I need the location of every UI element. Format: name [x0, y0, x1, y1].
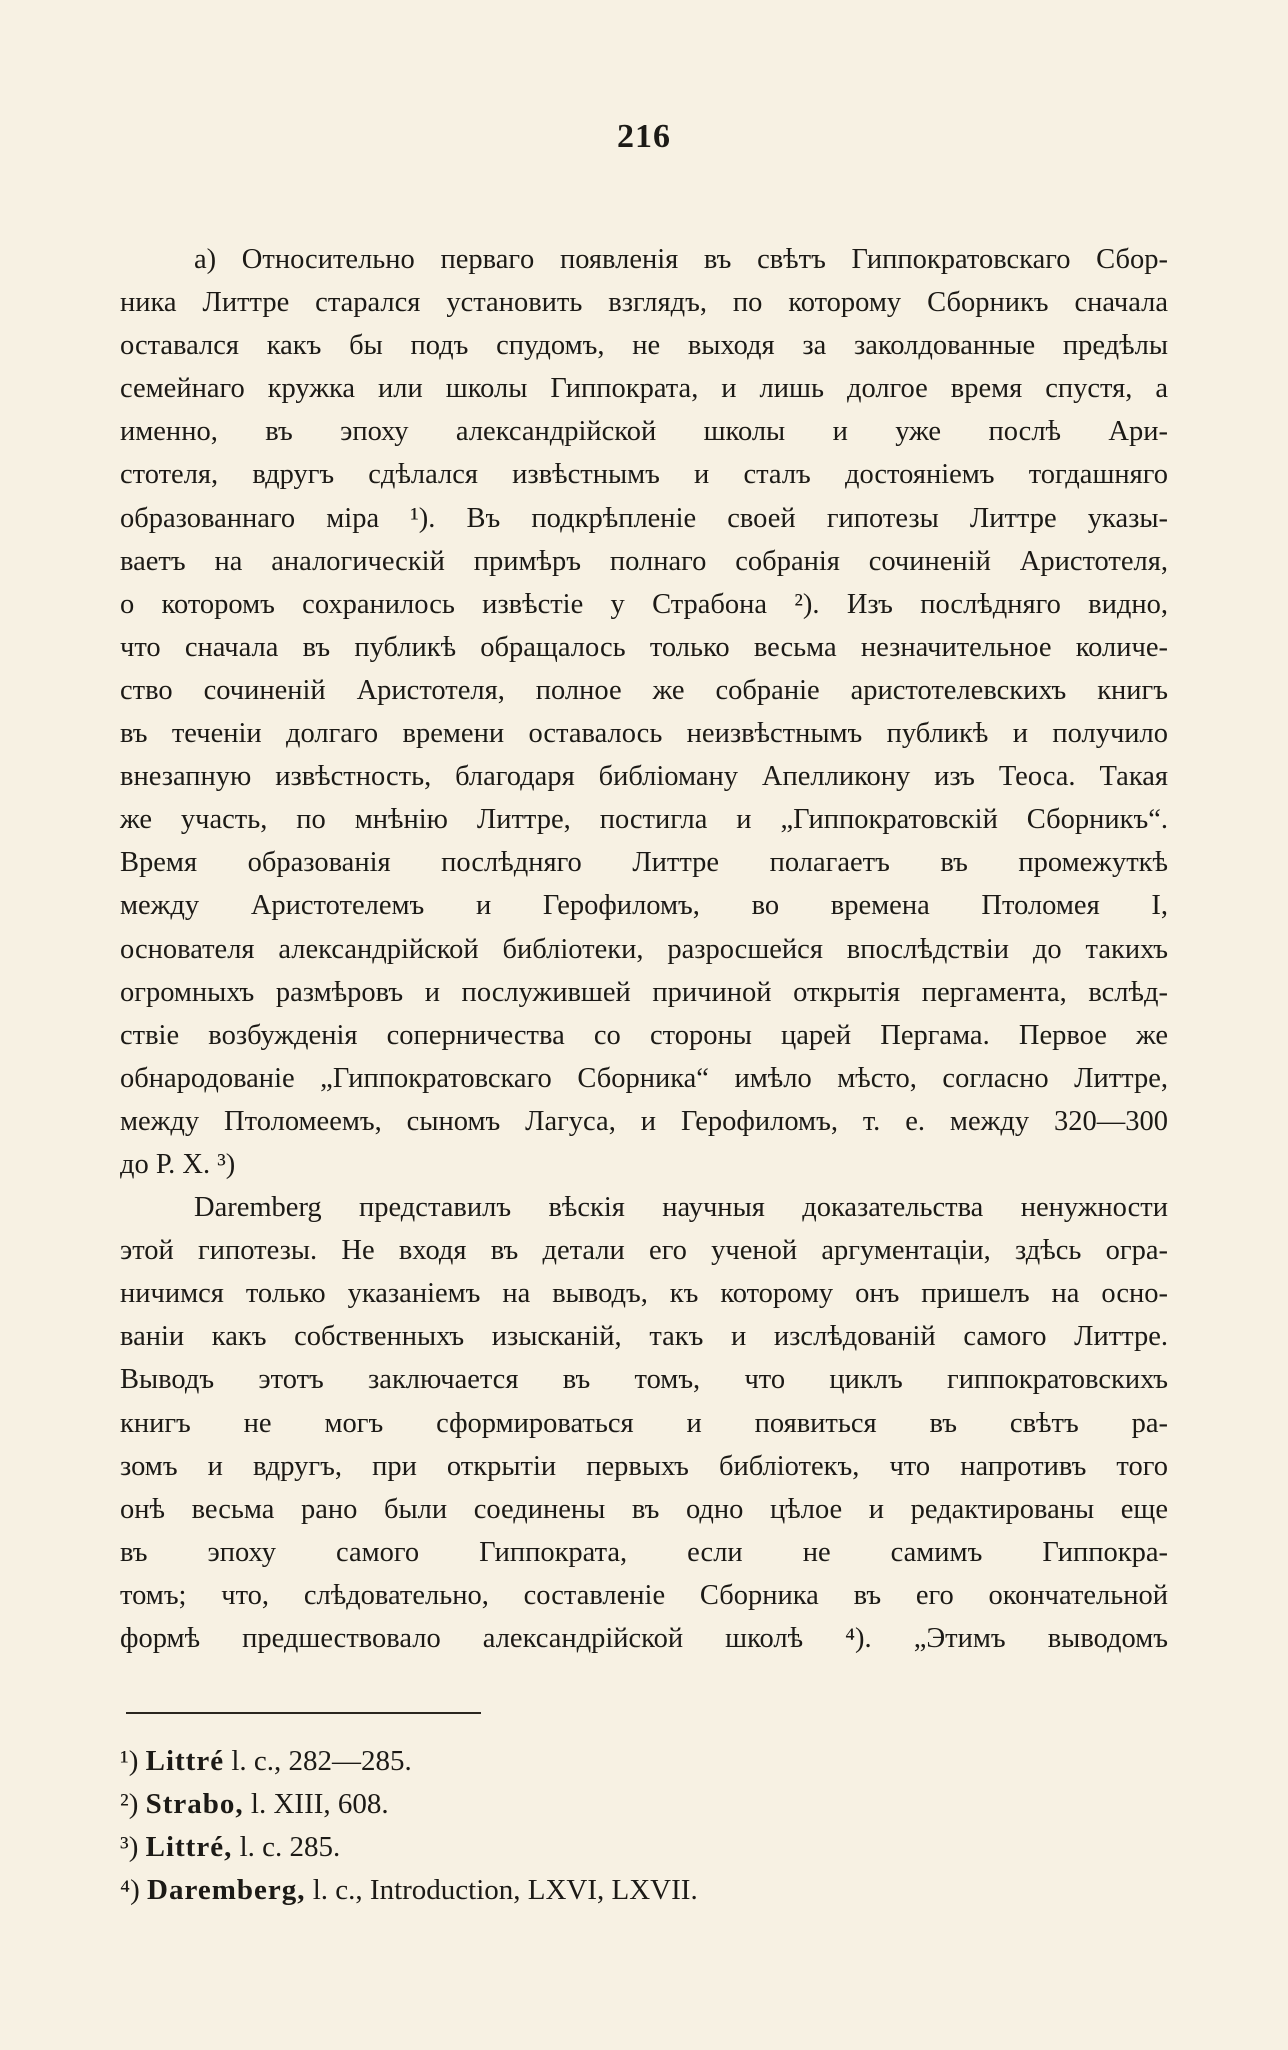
footnote-reference: l. c., Introduction, LXVI, LXVII.	[305, 1874, 698, 1906]
text-line: Daremberg представилъ вѣскія научныя доказательства ненужности	[194, 1192, 1168, 1224]
footnote-1	[120, 1740, 1020, 1783]
text-line: а) Относительно первагo появленія въ свѣтъ Гиппократовскаго Сбор-	[194, 244, 1168, 275]
text-line: до Р. Х. ³)	[120, 1148, 236, 1180]
text-line: же участь, по мнѣнію Литтре, постигла и „Гиппократовскій Сборникъ“.	[120, 804, 1168, 836]
text-line: ствіе возбужденія соперничества со стороны царей Пергама. Первое же	[120, 1019, 1168, 1051]
text-line: основателя александрійской библіотеки, разросшейся впослѣдствіи до такихъ	[120, 933, 1168, 965]
main-text	[120, 238, 1168, 1660]
text-line: образованнаго міра ¹). Въ подкрѣпленіе своей гипотезы Литтре указы-	[120, 502, 1168, 534]
text-line: между Птоломеемъ, сыномъ Лагуса, и Герофиломъ, т. е. между 320—300	[120, 1105, 1168, 1137]
footnote-mark: ⁴)	[120, 1874, 140, 1906]
footnote-mark: ²)	[120, 1788, 139, 1820]
text-line: обнародованіе „Гиппократовскаго Сборника“ имѣло мѣсто, согласно Литтре,	[120, 1062, 1168, 1094]
text-line: ника Литтре старался установить взглядъ, по которому Сборникъ сначала	[120, 287, 1168, 319]
text-line: стотеля, вдругъ сдѣлался извѣстнымъ и сталъ достояніемъ тогдашняго	[120, 459, 1168, 491]
text-line: томъ; что, слѣдовательно, составленіе Сборника въ его окончательной	[120, 1579, 1168, 1611]
page-number: 216	[617, 118, 671, 155]
text-line: о которомъ сохранилось извѣстіе у Страбона ²). Изъ послѣдняго видно,	[120, 588, 1168, 620]
text-line: зомъ и вдругъ, при открытіи первыхъ библіотекъ, что напротивъ того	[120, 1450, 1168, 1482]
footnote-author: Daremberg,	[147, 1874, 306, 1906]
footnote-reference: l. c. 285.	[232, 1831, 341, 1863]
footnote-mark: ³)	[120, 1831, 139, 1863]
text-line: внезапную извѣстность, благодаря библіоману Апелликону изъ Теоса. Такая	[120, 761, 1168, 793]
footnote-reference: l. c., 282—285.	[224, 1745, 412, 1777]
text-line: ваетъ на аналогическій примѣръ полнаго собранія сочиненій Аристотеля,	[120, 545, 1168, 577]
footnote-mark: ¹)	[120, 1745, 139, 1777]
footnotes	[120, 1740, 1020, 1912]
text-line: Время образованія послѣдняго Литтре полагаетъ въ промежуткѣ	[120, 847, 1168, 879]
footnote-author: Littré	[145, 1745, 225, 1777]
text-line: огромныхъ размѣровъ и послужившей причиной открытія пергамента, вслѣд-	[120, 976, 1168, 1008]
text-line: въ теченіи долгаго времени оставалось неизвѣстнымъ публикѣ и получило	[120, 718, 1168, 750]
text-line: именно, въ эпоху александрійской школы и уже послѣ Ари-	[120, 416, 1168, 448]
text-line: онѣ весьма рано были соединены въ одно цѣлое и редактированы еще	[120, 1493, 1168, 1525]
footnote-reference: l. XIII, 608.	[243, 1788, 389, 1820]
footnote-2	[120, 1783, 1020, 1826]
footnote-author: Strabo,	[145, 1788, 244, 1820]
text-line: оставался какъ бы подъ спудомъ, не выходя за заколдованные предѣлы	[120, 330, 1168, 362]
footnote-divider	[126, 1712, 481, 1714]
footnote-3	[120, 1826, 1020, 1869]
text-line: формѣ предшествовало александрійской школѣ ⁴). „Этимъ выводомъ	[120, 1623, 1168, 1654]
text-line: что сначала въ публикѣ обращалось только весьма незначительное количе-	[120, 631, 1168, 663]
footnote-4	[120, 1869, 1020, 1912]
text-line: этой гипотезы. Не входя въ детали его ученой аргументаціи, здѣсь огра-	[120, 1235, 1168, 1267]
text-line: между Аристотелемъ и Герофиломъ, во времена Птоломея I,	[120, 890, 1168, 922]
footnote-author: Littré,	[145, 1831, 233, 1863]
text-line: Выводъ этотъ заключается въ томъ, что циклъ гиппократовскихъ	[120, 1364, 1168, 1396]
text-line: книгъ не могъ сформироваться и появиться въ свѣтъ ра-	[120, 1407, 1168, 1439]
text-line: ство сочиненій Аристотеля, полное же собраніе аристотелевскихъ книгъ	[120, 674, 1168, 706]
text-line: въ эпоху самого Гиппократа, если не самимъ Гиппокра-	[120, 1536, 1168, 1568]
text-line: ваніи какъ собственныхъ изысканій, такъ и изслѣдованій самого Литтре.	[120, 1321, 1168, 1353]
text-line: семейнаго кружка или школы Гиппократа, и лишь долгое время спустя, а	[120, 373, 1168, 405]
text-line: ничимся только указаніемъ на выводъ, къ которому онъ пришелъ на осно-	[120, 1278, 1168, 1310]
